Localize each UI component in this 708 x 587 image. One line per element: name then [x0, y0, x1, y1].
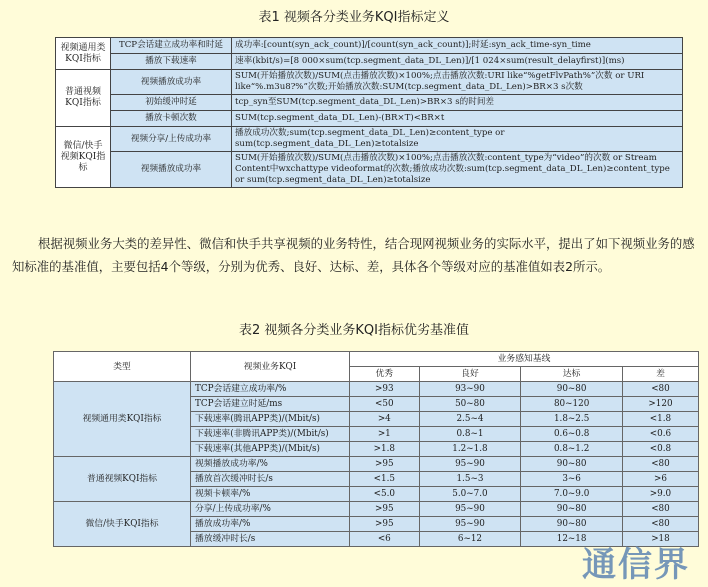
value-cell: >1.8	[350, 442, 420, 457]
value-cell: 95~90	[419, 457, 521, 472]
definition-cell: SUM(开始播放次数)/SUM(点击播放次数)×100%;点击播放次数:URI like“%getFlvPath%”次数 or URI like“%.m3u8?%”次数;开始播放次数:SUM(tcp.segment_data_DL_Len)>BR×3 s次数	[232, 70, 683, 95]
value-cell: <1.8	[622, 412, 698, 427]
table-row	[56, 111, 683, 127]
kqi-cell: 播放缓冲时长/s	[191, 532, 350, 547]
definition-cell: tcp_syn至SUM(tcp.segment_data_DL_Len)>BR×3 s的时间差	[232, 95, 683, 111]
level-header: 差	[622, 367, 698, 382]
definition-cell: SUM(tcp.segment_data_DL_Len)-(BR×T)<BR×t	[232, 111, 683, 127]
category-cell: 微信/快手KQI指标	[54, 502, 191, 547]
level-header: 达标	[521, 367, 623, 382]
kqi-cell: 下载速率(非腾讯APP类)/(Mbit/s)	[191, 427, 350, 442]
value-cell: <0.6	[622, 427, 698, 442]
kqi-header: 视频业务KQI	[191, 352, 350, 382]
header-row	[54, 352, 699, 367]
value-cell: 12~18	[521, 532, 623, 547]
definition-cell: 播放成功次数;sum(tcp.segment_data_DL_Len)≥content_type or sum(tcp.segment_data_DL_Len)≥totalsize	[232, 127, 683, 152]
metric-cell: 视频播放成功率	[111, 70, 232, 95]
value-cell: 95~90	[419, 502, 521, 517]
value-cell: 1.8~2.5	[521, 412, 623, 427]
value-cell: <80	[622, 517, 698, 532]
value-cell: >9.0	[622, 487, 698, 502]
value-cell: <80	[622, 502, 698, 517]
value-cell: 0.8~1	[419, 427, 521, 442]
kqi-cell: 下载速率(腾讯APP类)/(Mbit/s)	[191, 412, 350, 427]
value-cell: 5.0~7.0	[419, 487, 521, 502]
level-header: 优秀	[350, 367, 420, 382]
kqi-cell: 播放首次缓冲时长/s	[191, 472, 350, 487]
level-header: 良好	[419, 367, 521, 382]
kqi-cell: TCP会话建立成功率/%	[191, 382, 350, 397]
body-paragraph: 根据视频业务大类的差异性、微信和快手共享视频的业务特性，结合现网视频业务的实际水平，提出了如下视频业务的感知标准的基准值，主要包括4个等级，分别为优秀、良好、达标、差，具体各个等级对应的基准值如表2所示。	[12, 236, 695, 274]
metric-cell: 播放下载速率	[111, 54, 232, 70]
kqi-cell: 视频卡顿率/%	[191, 487, 350, 502]
value-cell: >120	[622, 397, 698, 412]
table-row	[56, 152, 683, 188]
category-cell: 视频通用类KQI指标	[54, 382, 191, 457]
value-cell: >95	[350, 517, 420, 532]
value-cell: 1.2~1.8	[419, 442, 521, 457]
definition-cell: 速率(kbit/s)=[8 000×sum(tcp.segment_data_DL_Len)]/[1 024×sum(result_delayfirst)](ms)	[232, 54, 683, 70]
value-cell: >4	[350, 412, 420, 427]
value-cell: >18	[622, 532, 698, 547]
table-row	[56, 95, 683, 111]
value-cell: 7.0~9.0	[521, 487, 623, 502]
value-cell: 80~120	[521, 397, 623, 412]
category-cell: 微信/快手视频KQI指标	[56, 127, 111, 188]
value-cell: 90~80	[521, 382, 623, 397]
watermark-logo: 通信界	[582, 545, 690, 585]
kqi-definition-table	[55, 37, 683, 188]
table-row	[54, 382, 699, 397]
value-cell: >95	[350, 502, 420, 517]
kqi-baseline-table	[53, 351, 699, 547]
value-cell: 6~12	[419, 532, 521, 547]
value-cell: 50~80	[419, 397, 521, 412]
value-cell: >95	[350, 457, 420, 472]
baseline-header: 业务感知基线	[350, 352, 699, 367]
value-cell: 1.5~3	[419, 472, 521, 487]
value-cell: 90~80	[521, 502, 623, 517]
metric-cell: 初始缓冲时延	[111, 95, 232, 111]
category-cell: 普通视频KQI指标	[56, 70, 111, 127]
value-cell: <6	[350, 532, 420, 547]
table-row	[56, 38, 683, 54]
table-row	[54, 457, 699, 472]
definition-cell: 成功率:[count(syn_ack_count)]/[count(syn_ack_count)];时延:syn_ack_time-syn_time	[232, 38, 683, 54]
kqi-cell: 播放成功率/%	[191, 517, 350, 532]
value-cell: >93	[350, 382, 420, 397]
value-cell: 90~80	[521, 517, 623, 532]
definition-cell: SUM(开始播放次数)/SUM(点击播放次数)×100%;点击播放次数:content_type为“video”的次数 or Stream Content中wxchattype videoformat的次数;播放成功次数:sum(tcp.segment_data_DL_Len)≥content_type or sum(tcp.segment_data_DL_Len)≥totalsize	[232, 152, 683, 188]
type-header: 类型	[54, 352, 191, 382]
value-cell: <80	[622, 382, 698, 397]
kqi-cell: 分享/上传成功率/%	[191, 502, 350, 517]
table-row	[54, 502, 699, 517]
table2-caption: 表2 视频各分类业务KQI指标优劣基准值	[239, 323, 469, 338]
value-cell: 2.5~4	[419, 412, 521, 427]
metric-cell: 视频播放成功率	[111, 152, 232, 188]
category-cell: 普通视频KQI指标	[54, 457, 191, 502]
table-row	[56, 127, 683, 152]
metric-cell: 视频分享/上传成功率	[111, 127, 232, 152]
value-cell: <0.8	[622, 442, 698, 457]
kqi-cell: 下载速率(其他APP类)/(Mbit/s)	[191, 442, 350, 457]
value-cell: 0.8~1.2	[521, 442, 623, 457]
value-cell: 95~90	[419, 517, 521, 532]
value-cell: <50	[350, 397, 420, 412]
metric-cell: 播放卡顿次数	[111, 111, 232, 127]
table1-caption: 表1 视频各分类业务KQI指标定义	[258, 10, 450, 25]
value-cell: 93~90	[419, 382, 521, 397]
value-cell: <80	[622, 457, 698, 472]
value-cell: 90~80	[521, 457, 623, 472]
value-cell: >6	[622, 472, 698, 487]
value-cell: <1.5	[350, 472, 420, 487]
value-cell: 3~6	[521, 472, 623, 487]
kqi-cell: 视频播放成功率/%	[191, 457, 350, 472]
metric-cell: TCP会话建立成功率和时延	[111, 38, 232, 54]
table-row	[56, 70, 683, 95]
value-cell: <5.0	[350, 487, 420, 502]
table-row	[56, 54, 683, 70]
category-cell: 视频通用类KQI指标	[56, 38, 111, 70]
kqi-cell: TCP会话建立时延/ms	[191, 397, 350, 412]
value-cell: >1	[350, 427, 420, 442]
value-cell: 0.6~0.8	[521, 427, 623, 442]
